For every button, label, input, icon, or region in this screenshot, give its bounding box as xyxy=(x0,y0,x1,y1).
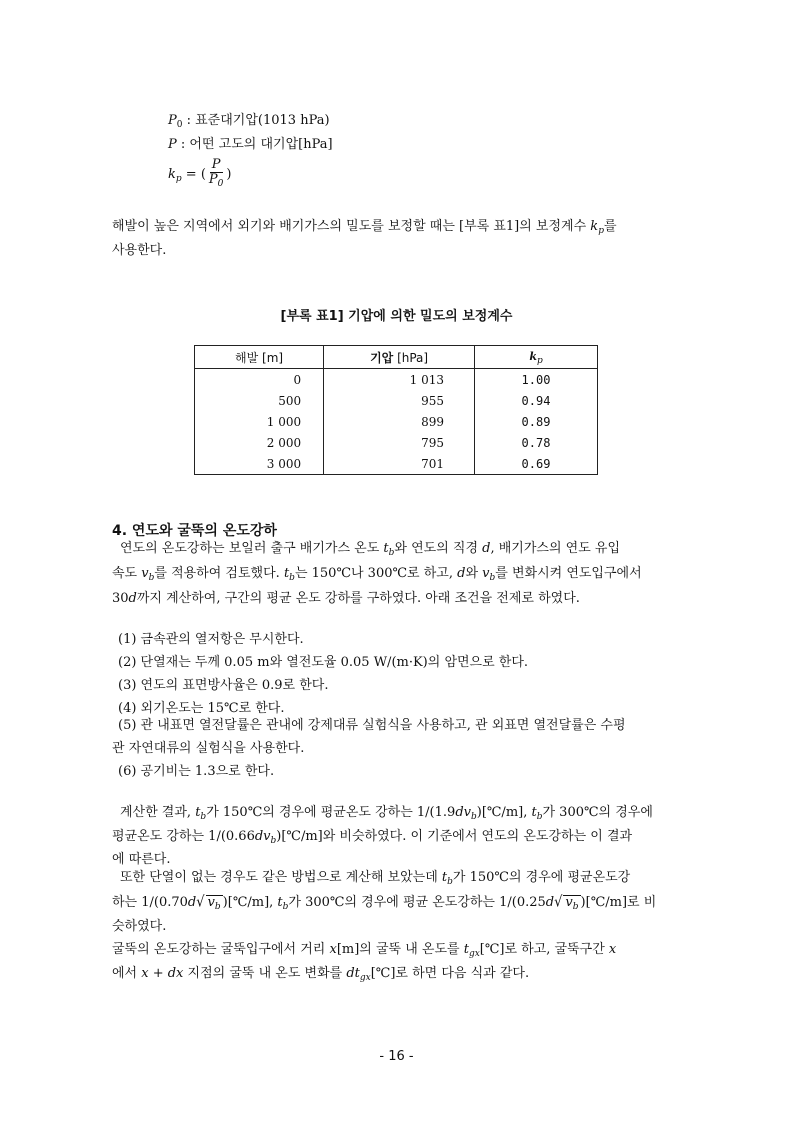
condition-item: 관 자연대류의 실험식을 사용한다. xyxy=(112,741,305,756)
paragraph-line xyxy=(112,591,580,607)
symbol: d xyxy=(187,895,197,910)
subscript: b xyxy=(489,573,496,583)
text: 가 300℃의 경우에 평균 온도강하는 1/(0.25 xyxy=(288,895,546,910)
condition-item: (4) 외기온도는 15℃로 한다. xyxy=(118,701,285,716)
text: 를 xyxy=(603,219,617,234)
paragraph-line xyxy=(120,870,630,890)
symbol: d xyxy=(545,895,555,910)
paren: ) xyxy=(226,167,232,182)
text: 는 150℃나 300℃로 하고, xyxy=(294,566,458,581)
paragraph-line xyxy=(112,895,656,915)
symbol: t xyxy=(283,566,290,581)
text: )[℃/m]로 비 xyxy=(580,895,657,910)
cell-pressure: 1 013 xyxy=(324,369,475,391)
text: 가 150℃의 경우에 평균온도 강하는 1/(1.9 xyxy=(206,805,456,820)
symbol: k xyxy=(168,167,176,182)
subscript: b xyxy=(270,836,277,846)
symbol: dv xyxy=(455,805,471,820)
text: 또한 단열이 없는 경우도 같은 방법으로 계산해 보았는데 xyxy=(120,870,442,885)
table-row xyxy=(195,453,598,475)
correction-table xyxy=(194,345,598,475)
cell-kp: 0.94 xyxy=(475,390,598,411)
text: 굴뚝의 온도강하는 굴뚝입구에서 거리 xyxy=(112,942,330,957)
cell-kp: 0.78 xyxy=(475,432,598,453)
paragraph-line xyxy=(120,805,653,825)
paragraph-line xyxy=(112,566,642,586)
subscript: gx xyxy=(468,949,480,959)
condition-item: (1) 금속관의 열저항은 무시한다. xyxy=(118,632,304,647)
cell-altitude: 2 000 xyxy=(195,432,324,453)
subscript: b xyxy=(470,812,477,822)
text: )[℃/m], xyxy=(222,895,278,910)
intro-line-1 xyxy=(112,219,617,239)
paragraph-line xyxy=(112,829,632,849)
text: 를 적용하여 검토했다. xyxy=(154,566,284,581)
cell-altitude: 3 000 xyxy=(195,453,324,475)
text: [℃]로 하고, 굴뚝구간 xyxy=(479,942,609,957)
subscript: p xyxy=(598,226,604,236)
symbol: d xyxy=(482,541,491,556)
sqrt-radicand xyxy=(206,895,223,914)
text: [m]의 굴뚝 내 온도를 xyxy=(336,942,464,957)
subscript: 0 xyxy=(217,179,224,189)
symbol: d xyxy=(457,566,466,581)
subscript: b xyxy=(536,812,543,822)
subscript: b xyxy=(282,902,289,912)
symbol: dv xyxy=(254,829,271,844)
formula-kp xyxy=(168,158,231,196)
paragraph-line: 에 따른다. xyxy=(112,852,171,867)
header-altitude: 해발 [m] xyxy=(195,346,324,369)
paragraph-line xyxy=(112,966,529,986)
denominator xyxy=(207,173,225,191)
subscript: p xyxy=(175,174,182,184)
symbol: d xyxy=(128,591,137,606)
table-row xyxy=(195,369,598,391)
cell-kp: 1.00 xyxy=(475,369,598,391)
table-row xyxy=(195,432,598,453)
symbol: k xyxy=(590,219,599,234)
condition-item: (2) 단열재는 두께 0.05 m와 열전도율 0.05 W/(m·K)의 암면으로 한다. xyxy=(118,655,529,670)
numerator: P xyxy=(211,157,221,172)
symbol: v xyxy=(207,895,215,910)
table-header-row xyxy=(195,346,598,369)
header-pressure xyxy=(324,346,475,369)
text: 가 150℃의 경우에 평균온도강 xyxy=(452,870,631,885)
symbol: t xyxy=(531,805,537,820)
header-kp xyxy=(475,346,598,369)
condition-item: (3) 연도의 표면방사율은 0.9로 한다. xyxy=(118,678,329,693)
paragraph-line xyxy=(120,541,620,561)
condition-item: (6) 공기비는 1.3으로 한다. xyxy=(118,764,275,779)
header-kp-symbol: k xyxy=(529,349,537,363)
cell-altitude: 0 xyxy=(195,369,324,391)
text: 하는 1/(0.70 xyxy=(112,895,188,910)
text: 까지 계산하여, 구간의 평균 온도 강하를 구하였다. 아래 조건을 전제로 하였다. xyxy=(136,591,580,606)
symbol: t xyxy=(195,805,201,820)
symbol: dt xyxy=(346,966,360,981)
symbol: P xyxy=(168,113,177,128)
equals-sign: = ( xyxy=(181,167,206,182)
table-row xyxy=(195,390,598,411)
fraction xyxy=(207,158,225,191)
cell-pressure: 795 xyxy=(324,432,475,453)
cell-kp: 0.89 xyxy=(475,411,598,432)
sqrt-icon: √ xyxy=(196,893,205,912)
paragraph-line: 슷하였다. xyxy=(112,919,167,934)
text: 계산한 결과, xyxy=(120,805,196,820)
table-row xyxy=(195,411,598,432)
symbol: P xyxy=(168,137,177,152)
sqrt-icon: √ xyxy=(554,893,563,912)
subscript: p xyxy=(536,355,543,366)
symbol: v xyxy=(565,895,573,910)
subscript: 0 xyxy=(176,120,183,130)
text: 를 변화시켜 연도입구에서 xyxy=(495,566,642,581)
subscript: b xyxy=(214,902,221,912)
intro-line-2: 사용한다. xyxy=(112,243,167,258)
cell-kp: 0.69 xyxy=(475,453,598,475)
text: 지점의 굴뚝 내 온도 변화를 xyxy=(183,966,347,981)
header-pressure-unit: [hPa] xyxy=(393,350,429,365)
symbol: t xyxy=(277,895,283,910)
text: 에서 xyxy=(112,966,142,981)
text: 속도 xyxy=(112,566,142,581)
page-number: - 16 - xyxy=(379,1049,414,1064)
symbol: v xyxy=(141,566,149,581)
cell-altitude: 500 xyxy=(195,390,324,411)
symbol: x xyxy=(329,942,337,957)
condition-item: (5) 관 내표면 열전달률은 관내에 강제대류 실험식을 사용하고, 관 외표면 열전달률은 수평 xyxy=(118,718,626,733)
text: [℃]로 하면 다음 식과 같다. xyxy=(370,966,530,981)
symbol: t xyxy=(383,541,389,556)
definition-text: : 표준대기압(1013 hPa) xyxy=(182,113,330,128)
text: 평균온도 강하는 1/(0.66 xyxy=(112,829,255,844)
definition-text: : 어떤 고도의 대기압[hPa] xyxy=(176,137,333,152)
text: )[℃/m]와 비슷하였다. 이 기준에서 연도의 온도강하는 이 결과 xyxy=(276,829,633,844)
sqrt-radicand xyxy=(563,895,580,914)
header-pressure-label: 기압 xyxy=(370,350,394,365)
section-heading: 4. 연도와 굴뚝의 온도강하 xyxy=(112,523,277,539)
paragraph-line xyxy=(112,942,616,962)
text: )[℃/m], xyxy=(476,805,532,820)
symbol: x xyxy=(608,942,617,957)
text: 와 연도의 직경 xyxy=(394,541,483,556)
cell-altitude: 1 000 xyxy=(195,411,324,432)
definition-p0 xyxy=(168,113,330,133)
text: 30 xyxy=(112,591,129,606)
cell-pressure: 701 xyxy=(324,453,475,475)
symbol: v xyxy=(482,566,490,581)
text: 와 xyxy=(465,566,483,581)
symbol: x + dx xyxy=(141,966,184,981)
subscript: b xyxy=(289,573,295,583)
subscript: b xyxy=(388,548,395,558)
symbol: t xyxy=(441,870,448,885)
subscript: b xyxy=(148,573,155,583)
den-symbol: P xyxy=(208,172,218,187)
text: , 배기가스의 연도 유입 xyxy=(490,541,621,556)
definition-p xyxy=(168,137,333,153)
subscript: gx xyxy=(359,973,371,983)
symbol: t xyxy=(463,942,469,957)
text: 해발이 높은 지역에서 외기와 배기가스의 밀도를 보정할 때는 [부록 표1]의 보정계수 xyxy=(112,219,591,234)
table-title: [부록 표1] 기압에 의한 밀도의 보정계수 xyxy=(280,309,513,324)
cell-pressure: 899 xyxy=(324,411,475,432)
text: 가 300℃의 경우에 xyxy=(542,805,653,820)
subscript: b xyxy=(447,877,453,887)
subscript: b xyxy=(200,812,207,822)
subscript: b xyxy=(572,902,579,912)
cell-pressure: 955 xyxy=(324,390,475,411)
text: 연도의 온도강하는 보일러 출구 배기가스 온도 xyxy=(120,541,384,556)
